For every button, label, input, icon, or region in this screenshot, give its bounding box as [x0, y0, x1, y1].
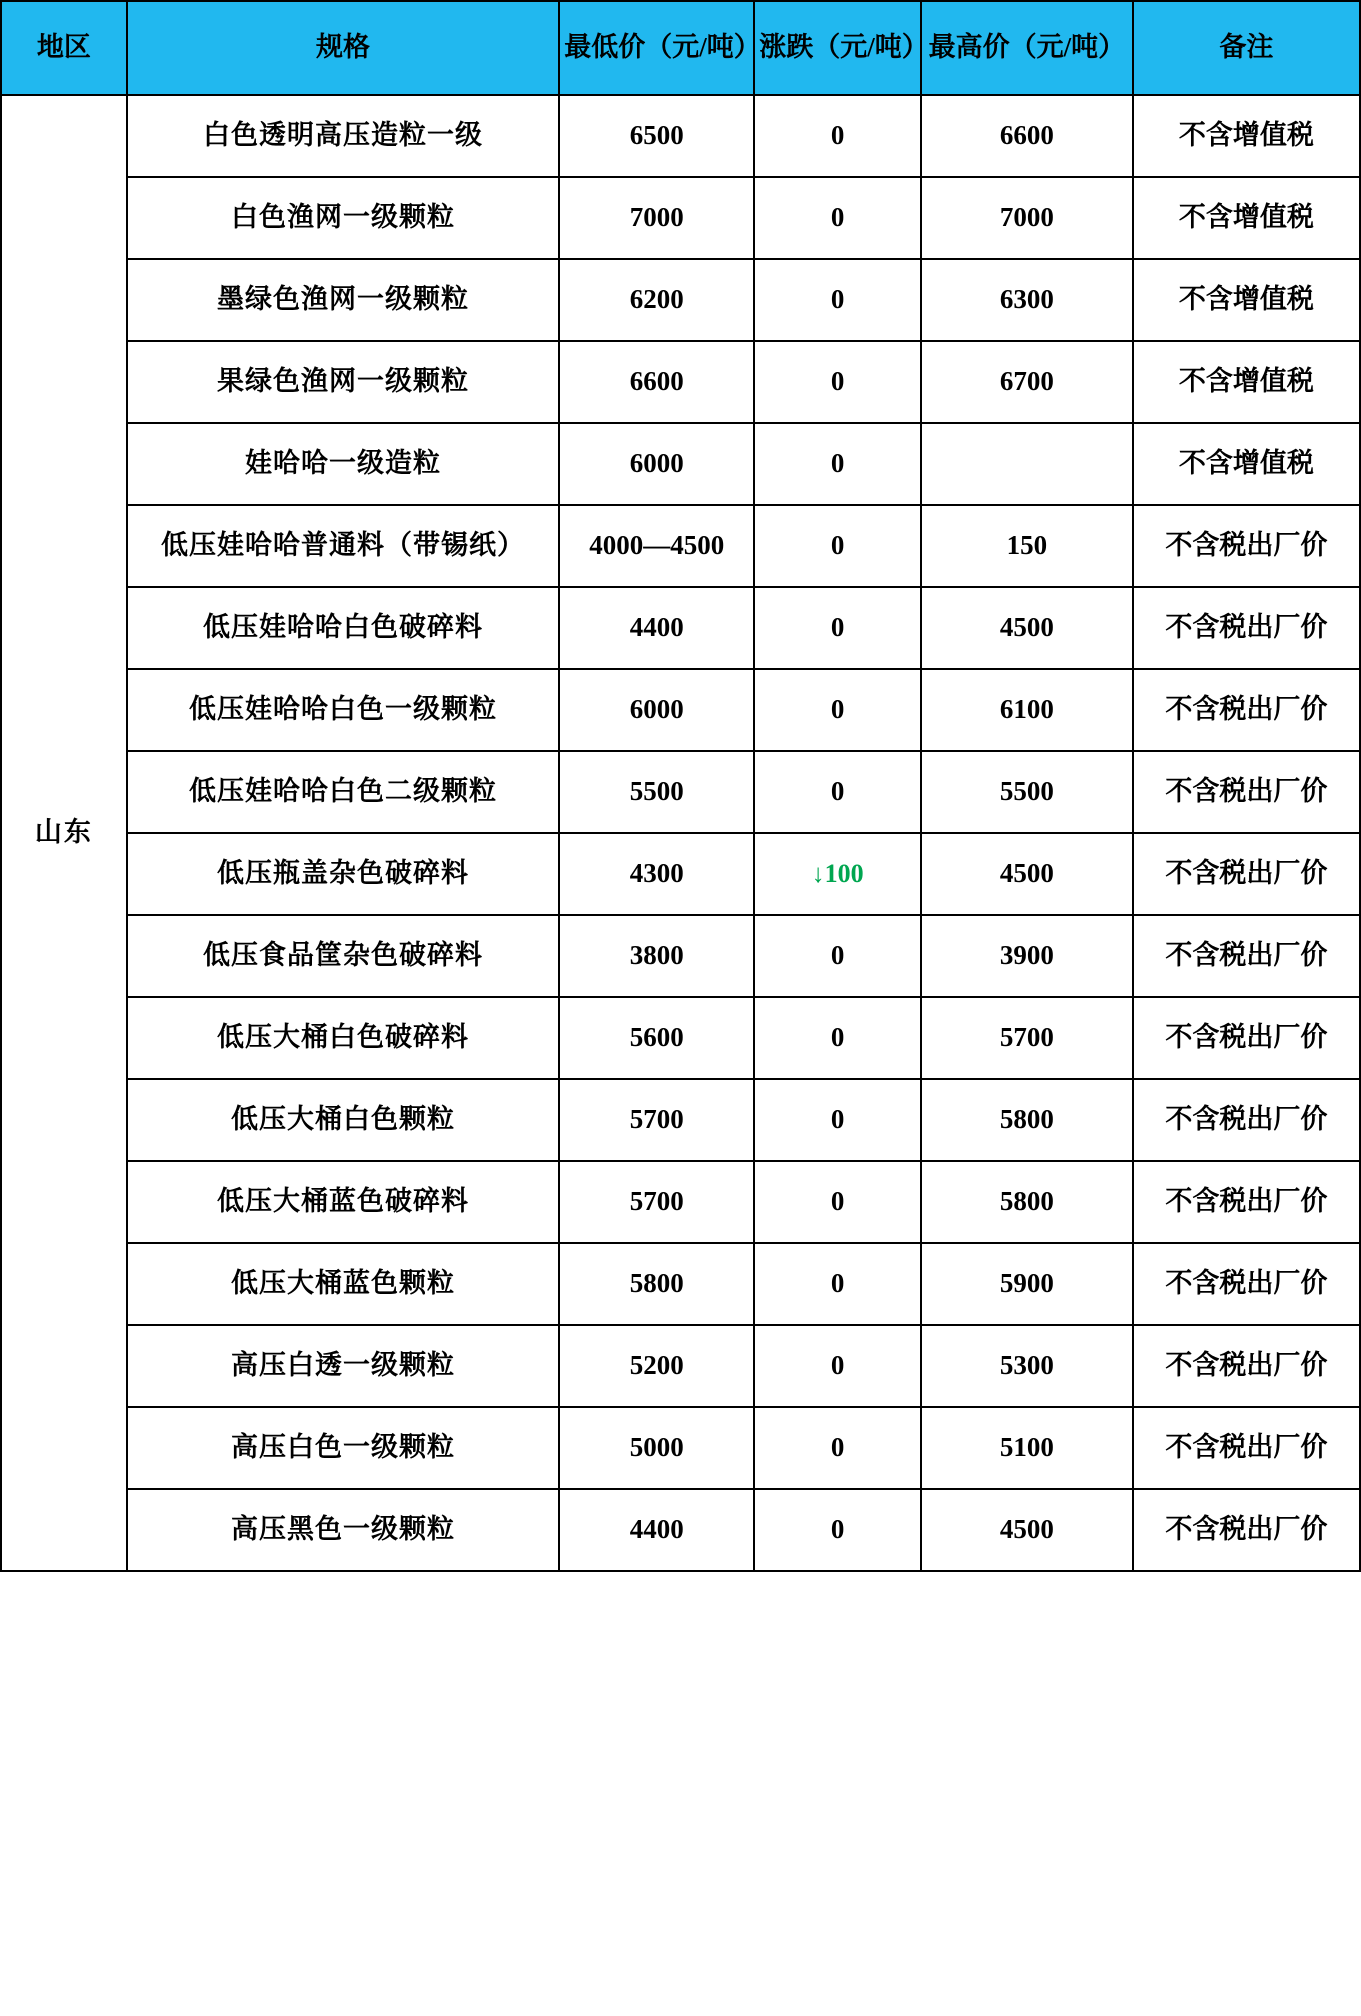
highest-price-cell: 5300	[921, 1325, 1133, 1407]
highest-price-cell: 6700	[921, 341, 1133, 423]
lowest-price-cell: 5600	[559, 997, 754, 1079]
lowest-price-cell: 6200	[559, 259, 754, 341]
change-cell: 0	[754, 1243, 921, 1325]
change-cell: 0	[754, 259, 921, 341]
spec-cell: 高压黑色一级颗粒	[127, 1489, 559, 1571]
highest-price-cell: 5800	[921, 1079, 1133, 1161]
change-cell: 0	[754, 177, 921, 259]
highest-price-cell: 6300	[921, 259, 1133, 341]
change-cell: 0	[754, 669, 921, 751]
highest-price-cell: 7000	[921, 177, 1133, 259]
table-row	[1, 1489, 1360, 1571]
spec-cell: 低压大桶蓝色颗粒	[127, 1243, 559, 1325]
highest-price-cell: 6600	[921, 95, 1133, 177]
note-cell: 不含增值税	[1133, 177, 1360, 259]
change-cell: 0	[754, 341, 921, 423]
change-cell: 0	[754, 423, 921, 505]
note-cell: 不含税出厂价	[1133, 751, 1360, 833]
lowest-price-cell: 4400	[559, 1489, 754, 1571]
column-header-change: 涨跌（元/吨）	[754, 1, 921, 95]
highest-price-cell: 4500	[921, 833, 1133, 915]
note-cell: 不含增值税	[1133, 95, 1360, 177]
note-cell: 不含税出厂价	[1133, 1489, 1360, 1571]
spec-cell: 墨绿色渔网一级颗粒	[127, 259, 559, 341]
spec-cell: 娃哈哈一级造粒	[127, 423, 559, 505]
column-header-lowest-price: 最低价（元/吨）	[559, 1, 754, 95]
spec-cell: 低压大桶白色颗粒	[127, 1079, 559, 1161]
table-row	[1, 1243, 1360, 1325]
lowest-price-cell: 5200	[559, 1325, 754, 1407]
spec-cell: 低压娃哈哈普通料（带锡纸）	[127, 505, 559, 587]
note-cell: 不含税出厂价	[1133, 915, 1360, 997]
note-cell: 不含税出厂价	[1133, 1325, 1360, 1407]
spec-cell: 果绿色渔网一级颗粒	[127, 341, 559, 423]
table-row	[1, 669, 1360, 751]
table-row	[1, 423, 1360, 505]
change-cell: 0	[754, 915, 921, 997]
note-cell: 不含税出厂价	[1133, 833, 1360, 915]
note-cell: 不含税出厂价	[1133, 587, 1360, 669]
lowest-price-cell: 7000	[559, 177, 754, 259]
note-cell: 不含税出厂价	[1133, 1079, 1360, 1161]
note-cell: 不含增值税	[1133, 259, 1360, 341]
lowest-price-cell: 5000	[559, 1407, 754, 1489]
column-header-spec: 规格	[127, 1, 559, 95]
note-cell: 不含税出厂价	[1133, 505, 1360, 587]
spec-cell: 低压食品筐杂色破碎料	[127, 915, 559, 997]
table-row	[1, 259, 1360, 341]
note-cell: 不含税出厂价	[1133, 669, 1360, 751]
note-cell: 不含增值税	[1133, 341, 1360, 423]
table-row	[1, 997, 1360, 1079]
lowest-price-cell: 4000—4500	[559, 505, 754, 587]
column-header-region: 地区	[1, 1, 127, 95]
table-row	[1, 1161, 1360, 1243]
change-cell: 0	[754, 1489, 921, 1571]
change-cell: 0	[754, 751, 921, 833]
highest-price-cell: 150	[921, 505, 1133, 587]
table-row	[1, 751, 1360, 833]
change-down-value: ↓100	[811, 859, 864, 889]
column-header-note: 备注	[1133, 1, 1360, 95]
highest-price-cell	[921, 423, 1133, 505]
highest-price-cell: 4500	[921, 1489, 1133, 1571]
lowest-price-cell: 4400	[559, 587, 754, 669]
change-cell	[754, 833, 921, 915]
highest-price-cell: 5100	[921, 1407, 1133, 1489]
highest-price-cell: 6100	[921, 669, 1133, 751]
table-row	[1, 833, 1360, 915]
change-cell: 0	[754, 997, 921, 1079]
lowest-price-cell: 5800	[559, 1243, 754, 1325]
spec-cell: 低压娃哈哈白色破碎料	[127, 587, 559, 669]
lowest-price-cell: 5700	[559, 1161, 754, 1243]
change-cell: 0	[754, 587, 921, 669]
lowest-price-cell: 6600	[559, 341, 754, 423]
lowest-price-cell: 4300	[559, 833, 754, 915]
note-cell: 不含增值税	[1133, 423, 1360, 505]
spec-cell: 低压娃哈哈白色一级颗粒	[127, 669, 559, 751]
highest-price-cell: 5700	[921, 997, 1133, 1079]
table-row	[1, 1407, 1360, 1489]
spec-cell: 低压娃哈哈白色二级颗粒	[127, 751, 559, 833]
spec-cell: 低压大桶白色破碎料	[127, 997, 559, 1079]
note-cell: 不含税出厂价	[1133, 1243, 1360, 1325]
spec-cell: 低压瓶盖杂色破碎料	[127, 833, 559, 915]
spec-cell: 白色透明高压造粒一级	[127, 95, 559, 177]
lowest-price-cell: 5500	[559, 751, 754, 833]
table-header-row	[1, 1, 1360, 95]
highest-price-cell: 5800	[921, 1161, 1133, 1243]
note-cell: 不含税出厂价	[1133, 1407, 1360, 1489]
change-cell: 0	[754, 1325, 921, 1407]
lowest-price-cell: 3800	[559, 915, 754, 997]
table-row	[1, 1325, 1360, 1407]
lowest-price-cell: 5700	[559, 1079, 754, 1161]
region-cell: 山东	[1, 95, 127, 1571]
spec-cell: 高压白色一级颗粒	[127, 1407, 559, 1489]
spec-cell: 低压大桶蓝色破碎料	[127, 1161, 559, 1243]
spec-cell: 高压白透一级颗粒	[127, 1325, 559, 1407]
highest-price-cell: 4500	[921, 587, 1133, 669]
column-header-highest-price: 最高价（元/吨）	[921, 1, 1133, 95]
table-row	[1, 587, 1360, 669]
spec-cell: 白色渔网一级颗粒	[127, 177, 559, 259]
table-row	[1, 95, 1360, 177]
change-cell: 0	[754, 95, 921, 177]
table-row	[1, 505, 1360, 587]
table-row	[1, 1079, 1360, 1161]
note-cell: 不含税出厂价	[1133, 997, 1360, 1079]
change-cell: 0	[754, 505, 921, 587]
highest-price-cell: 3900	[921, 915, 1133, 997]
change-cell: 0	[754, 1079, 921, 1161]
table-row	[1, 177, 1360, 259]
lowest-price-cell: 6500	[559, 95, 754, 177]
change-cell: 0	[754, 1161, 921, 1243]
change-cell: 0	[754, 1407, 921, 1489]
highest-price-cell: 5500	[921, 751, 1133, 833]
table-row	[1, 341, 1360, 423]
highest-price-cell: 5900	[921, 1243, 1133, 1325]
lowest-price-cell: 6000	[559, 423, 754, 505]
note-cell: 不含税出厂价	[1133, 1161, 1360, 1243]
lowest-price-cell: 6000	[559, 669, 754, 751]
table-row	[1, 915, 1360, 997]
